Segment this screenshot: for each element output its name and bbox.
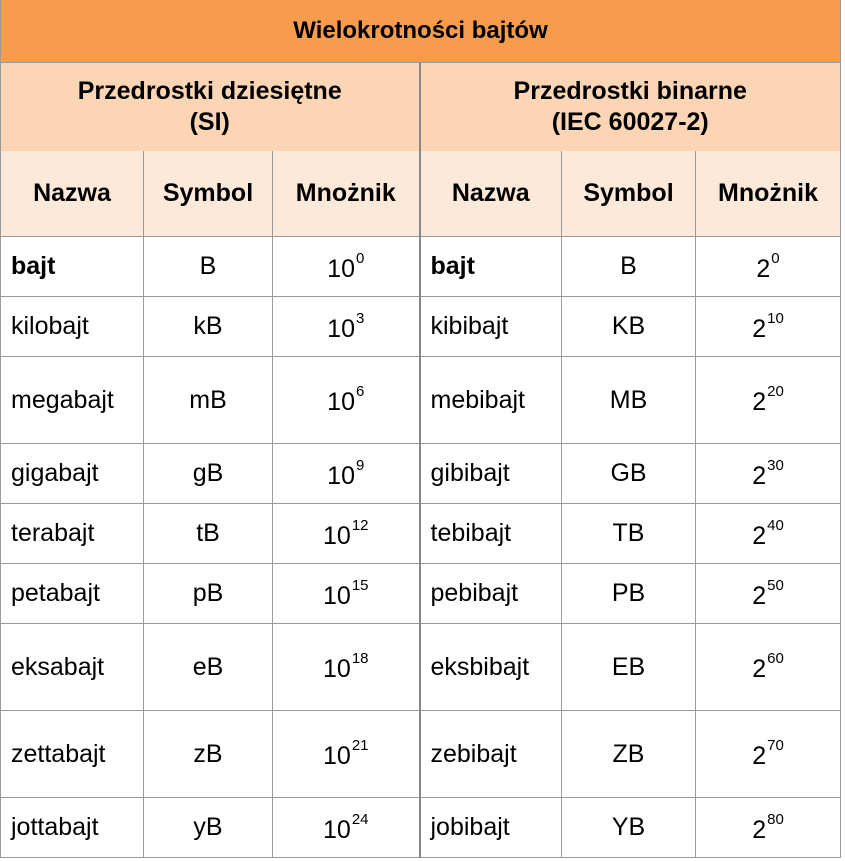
column-header-bin-symbol: Symbol [562, 151, 696, 237]
bin-name-cell: pebibajt [420, 564, 562, 624]
si-name-cell: zettabajt [1, 711, 144, 798]
si-exponent: 3 [355, 309, 365, 327]
si-multiplier-cell [273, 297, 420, 357]
bin-symbol-cell: YB [562, 798, 696, 858]
bin-symbol-cell: GB [562, 444, 696, 504]
bin-exponent: 0 [771, 249, 780, 267]
si-symbol-cell: gB [144, 444, 273, 504]
bin-symbol-cell: KB [562, 297, 696, 357]
bin-symbol-cell: MB [562, 357, 696, 444]
bin-exponent: 50 [767, 576, 784, 594]
column-header-si-symbol: Symbol [144, 151, 273, 237]
si-multiplier-cell [273, 564, 420, 624]
si-base: 10 [323, 742, 351, 770]
si-symbol-cell: eB [144, 624, 273, 711]
si-symbol-cell: pB [144, 564, 273, 624]
si-multiplier-cell [273, 624, 420, 711]
bin-name-cell: kibibajt [420, 297, 562, 357]
bin-symbol-cell: TB [562, 504, 696, 564]
si-symbol-cell: kB [144, 297, 273, 357]
si-base: 10 [327, 314, 355, 343]
table-row [1, 504, 841, 564]
si-exponent: 12 [351, 516, 369, 534]
bin-base: 2 [752, 461, 767, 490]
bin-symbol-cell: B [562, 237, 696, 297]
table-row [1, 711, 841, 798]
bin-base: 2 [752, 388, 767, 416]
si-name-cell: kilobajt [1, 297, 144, 357]
si-exponent: 15 [351, 576, 369, 594]
group-header-decimal [1, 63, 420, 152]
bin-symbol-cell: PB [562, 564, 696, 624]
group-binary-line2: (IEC 60027-2) [551, 108, 709, 136]
column-header-si-name: Nazwa [1, 151, 144, 237]
si-symbol-cell: yB [144, 798, 273, 858]
bin-name-cell: jobibajt [420, 798, 562, 858]
table-title: Wielokrotności bajtów [1, 0, 841, 63]
si-exponent: 0 [355, 249, 365, 267]
bin-exponent: 10 [767, 309, 784, 327]
bin-exponent: 20 [767, 383, 784, 400]
bin-base: 2 [752, 815, 767, 844]
si-symbol-cell: mB [144, 357, 273, 444]
group-header-binary [420, 63, 841, 152]
si-name-cell: eksabajt [1, 624, 144, 711]
bin-name-cell: eksbibajt [420, 624, 562, 711]
si-exponent: 6 [355, 383, 365, 400]
group-decimal-line1: Przedrostki dziesiętne [77, 77, 342, 105]
si-base: 10 [327, 388, 355, 416]
bin-multiplier-cell [696, 237, 841, 297]
bin-base: 2 [752, 521, 767, 550]
group-decimal-line2: (SI) [189, 108, 230, 136]
bin-name-cell: gibibajt [420, 444, 562, 504]
table-row [1, 564, 841, 624]
bin-base: 2 [752, 314, 767, 343]
si-base: 10 [327, 461, 355, 490]
bin-symbol-cell: ZB [562, 711, 696, 798]
si-symbol-cell: tB [144, 504, 273, 564]
bin-name-cell: tebibajt [420, 504, 562, 564]
bin-multiplier-cell [696, 624, 841, 711]
si-name-cell: petabajt [1, 564, 144, 624]
bin-multiplier-cell [696, 357, 841, 444]
si-base: 10 [323, 815, 351, 844]
column-header-si-multiplier: Mnożnik [273, 151, 420, 237]
table-row [1, 237, 841, 297]
bin-name-cell: bajt [420, 237, 562, 297]
si-name-cell: terabajt [1, 504, 144, 564]
si-symbol-cell: B [144, 237, 273, 297]
group-binary-line1: Przedrostki binarne [513, 77, 747, 105]
bin-name-cell: mebibajt [420, 357, 562, 444]
bin-multiplier-cell [696, 444, 841, 504]
bin-multiplier-cell [696, 711, 841, 798]
table-row [1, 798, 841, 858]
si-multiplier-cell [273, 504, 420, 564]
si-exponent: 18 [351, 650, 369, 667]
si-exponent: 21 [351, 737, 369, 754]
si-exponent: 9 [355, 456, 365, 474]
bin-multiplier-cell [696, 798, 841, 858]
si-name-cell: bajt [1, 237, 144, 297]
bin-multiplier-cell [696, 297, 841, 357]
si-base: 10 [327, 254, 355, 283]
bin-multiplier-cell [696, 564, 841, 624]
bin-base: 2 [756, 254, 771, 283]
bin-exponent: 70 [767, 737, 784, 754]
si-base: 10 [323, 521, 351, 550]
table-row [1, 444, 841, 504]
table-row [1, 624, 841, 711]
si-base: 10 [323, 581, 351, 610]
si-exponent: 24 [351, 810, 369, 828]
table-row [1, 297, 841, 357]
table-row [1, 357, 841, 444]
si-multiplier-cell [273, 237, 420, 297]
si-symbol-cell: zB [144, 711, 273, 798]
bin-name-cell: zebibajt [420, 711, 562, 798]
si-name-cell: gigabajt [1, 444, 144, 504]
si-base: 10 [323, 655, 351, 683]
bin-exponent: 30 [767, 456, 784, 474]
bin-base: 2 [752, 655, 767, 683]
bin-exponent: 40 [767, 516, 784, 534]
si-multiplier-cell [273, 357, 420, 444]
si-name-cell: megabajt [1, 357, 144, 444]
bin-exponent: 60 [767, 650, 784, 667]
bin-base: 2 [752, 581, 767, 610]
bin-base: 2 [752, 742, 767, 770]
bin-exponent: 80 [767, 810, 784, 828]
si-multiplier-cell [273, 444, 420, 504]
si-multiplier-cell [273, 711, 420, 798]
column-header-bin-multiplier: Mnożnik [696, 151, 841, 237]
bin-multiplier-cell [696, 504, 841, 564]
si-name-cell: jottabajt [1, 798, 144, 858]
bin-symbol-cell: EB [562, 624, 696, 711]
column-header-bin-name: Nazwa [420, 151, 562, 237]
si-multiplier-cell [273, 798, 420, 858]
